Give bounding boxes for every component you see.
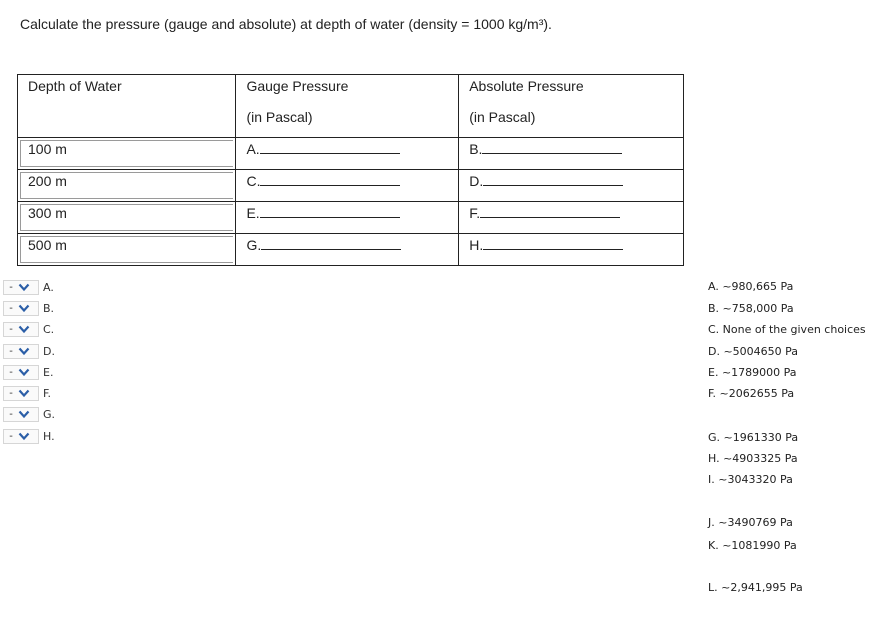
select-box[interactable] (3, 365, 39, 380)
gauge-cell-label: E. (246, 205, 260, 221)
answer-select-h[interactable] (3, 427, 55, 445)
choice-l: L. ~2,941,995 Pa (708, 581, 803, 594)
absolute-cell-label: D. (469, 173, 484, 189)
table-row (18, 202, 684, 234)
choice-a: A. ~980,665 Pa (708, 280, 794, 293)
answer-blank (480, 203, 620, 218)
select-label: F. (43, 386, 52, 400)
header-gauge: Gauge Pressure (246, 78, 349, 94)
pressure-table (17, 74, 684, 266)
gauge-cell-label: C. (246, 173, 261, 189)
select-value: - (9, 430, 13, 442)
answer-select-b[interactable] (3, 299, 54, 317)
answer-select-d[interactable] (3, 342, 55, 360)
chevron-down-icon[interactable] (18, 408, 30, 420)
select-box[interactable] (3, 301, 39, 316)
gauge-cell-label: A. (246, 141, 260, 157)
answer-blank (482, 139, 622, 154)
answer-blank (260, 203, 400, 218)
select-value: - (9, 302, 13, 314)
select-box[interactable] (3, 344, 39, 359)
select-box[interactable] (3, 386, 39, 401)
answer-select-e[interactable] (3, 363, 53, 381)
chevron-down-icon[interactable] (18, 323, 30, 335)
choice-d: D. ~5004650 Pa (708, 345, 799, 358)
select-value: - (9, 281, 13, 293)
answer-blank (483, 235, 623, 250)
chevron-down-icon[interactable] (18, 302, 30, 314)
absolute-cell-label: H. (469, 237, 484, 253)
header-gauge-unit: (in Pascal) (246, 109, 313, 125)
select-value: - (9, 366, 13, 378)
absolute-cell-label: B. (469, 141, 483, 157)
depth-cell: 100 m (28, 141, 67, 157)
answer-blank (260, 171, 400, 186)
answer-select-c[interactable] (3, 320, 54, 338)
table-row (18, 234, 684, 266)
select-box[interactable] (3, 280, 39, 295)
select-label: B. (43, 301, 55, 315)
choice-i: I. ~3043320 Pa (708, 473, 793, 486)
select-value: - (9, 408, 13, 420)
select-label: C. (43, 322, 55, 336)
question-text: Calculate the pressure (gauge and absolute) at depth of water (density = 1000 kg/m³). (20, 16, 552, 32)
answer-select-g[interactable] (3, 405, 55, 423)
choice-h: H. ~4903325 Pa (708, 452, 798, 465)
chevron-down-icon[interactable] (18, 281, 30, 293)
select-value: - (9, 387, 13, 399)
select-box[interactable] (3, 322, 39, 337)
header-absolute-unit: (in Pascal) (469, 109, 536, 125)
chevron-down-icon[interactable] (18, 366, 30, 378)
choice-g: G. ~1961330 Pa (708, 431, 799, 444)
select-label: H. (43, 429, 55, 443)
gauge-cell-label: G. (246, 237, 262, 253)
table-row (18, 170, 684, 202)
choice-c: C. None of the given choices (708, 323, 866, 336)
select-label: E. (43, 365, 54, 379)
select-box[interactable] (3, 429, 39, 444)
select-value: - (9, 345, 13, 357)
choice-j: J. ~3490769 Pa (708, 516, 793, 529)
choice-f: F. ~2062655 Pa (708, 387, 795, 400)
answer-select-a[interactable] (3, 278, 54, 296)
select-label: G. (43, 407, 56, 421)
table-header-row (18, 75, 684, 138)
answer-blank (260, 139, 400, 154)
chevron-down-icon[interactable] (18, 430, 30, 442)
table-row (18, 138, 684, 170)
chevron-down-icon[interactable] (18, 345, 30, 357)
answer-blank (261, 235, 401, 250)
absolute-cell-label: F. (469, 205, 481, 221)
select-box[interactable] (3, 407, 39, 422)
choice-k: K. ~1081990 Pa (708, 539, 797, 552)
answer-blank (483, 171, 623, 186)
header-absolute: Absolute Pressure (469, 78, 584, 94)
chevron-down-icon[interactable] (18, 387, 30, 399)
select-label: A. (43, 280, 54, 294)
select-value: - (9, 323, 13, 335)
depth-cell: 300 m (28, 205, 67, 221)
depth-cell: 200 m (28, 173, 67, 189)
header-depth: Depth of Water (28, 78, 122, 94)
choice-b: B. ~758,000 Pa (708, 302, 794, 315)
select-label: D. (43, 344, 55, 358)
choice-e: E. ~1789000 Pa (708, 366, 797, 379)
answer-select-f[interactable] (3, 384, 51, 402)
depth-cell: 500 m (28, 237, 67, 253)
